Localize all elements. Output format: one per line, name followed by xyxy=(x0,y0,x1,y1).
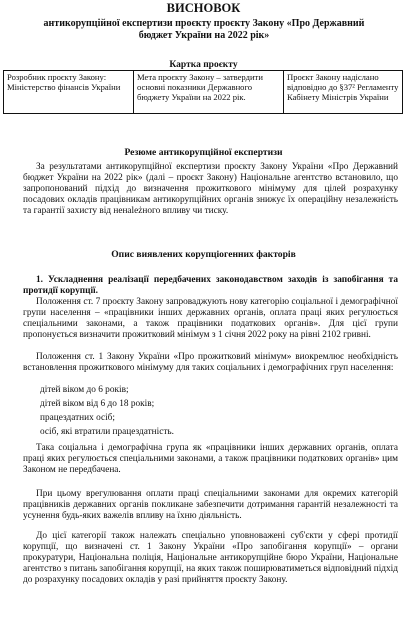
list-item: осіб, які втратили працездатність. xyxy=(40,426,174,437)
list-item: дітей віком від 6 до 18 років; xyxy=(40,398,155,409)
paragraph-4: При цьому врегулювання оплати праці спеціальними законами для окремих категорій працівників державних органів покликане забезпечити дотримання гарантій незалежності та усунення будь-яких важелів впливу на їхню діяльність. xyxy=(23,489,398,521)
list-item: дітей віком до 6 років; xyxy=(40,385,129,395)
paragraph-1: Положення ст. 7 проєкту Закону запроваджують нову категорію соціальної і демографічної групи населення – «працівники інших державних органів, оплата праці яких регулюється спеціальними законами, а також працівники податкових органів». Для цієї групи пропонується визначити прожитковий мінімум з 1 січня 2022 року на рівні 2102 гривні. xyxy=(23,297,398,340)
factor-1-title: 1. Ускладнення реалізації передбачених законодавством заходів із запобігання та протидії корупції. xyxy=(23,275,398,296)
paragraph-5: До цієї категорії також належать спеціально уповноважені суб'єкти у сфері протидії корупції, що визначені ст. 1 Закону України «Про запобігання корупції» – органи прокуратури, Національна поліція, Національне антикорупційне бюро України, Національне агентство з питань запобігання корупції, на яких також поширюватиметься відповідний підхід до розрахунку посадових окладів у разі прийняття проєкту Закону. xyxy=(23,531,398,585)
population-groups-list xyxy=(40,385,400,438)
card-purpose-cell: Мета проєкту Закону – затвердити основні показники Державного бюджету України на 2022 рік. xyxy=(134,71,284,114)
card-submission-cell: Проєкт Закону надіслано відповідно до §37² Регламенту Кабінету Міністрів України xyxy=(284,71,403,114)
paragraph-2: Положення ст. 1 Закону України «Про прожитковий мінімум» виокремлює необхідність встановлення прожиткового мінімуму для таких соціальних і демографічних груп населення: xyxy=(23,352,398,373)
card-title: Картка проєкту xyxy=(169,60,238,70)
project-card-table xyxy=(3,70,403,114)
factors-heading: Опис виявлених корупціогенних факторів xyxy=(111,249,296,260)
paragraph-3: Така соціальна і демографічна група як «працівники інших державних органів, оплата праці яких регулюється спеціальними законами, а також працівники податкових органів» цим Законом не передбачена. xyxy=(23,443,398,475)
summary-heading: Резюме антикорупційної експертизи xyxy=(124,147,283,158)
list-item: працездатних осіб; xyxy=(40,412,115,423)
document-title: ВИСНОВОК xyxy=(166,1,241,15)
card-developer-cell: Розробник проєкту Закону: Міністерство фінансів України xyxy=(4,71,134,114)
summary-paragraph: За результатами антикорупційної експертизи проєкту Закону України «Про Державний бюджет України на 2022 рік» (далі – проєкт Закону) Національне агентство встановило, що запропонований підхід до визначення прожиткового мінімуму для цілей розрахунку посадових окладів працівникам антикорупційних органів знижує їх операційну незалежність та гарантії захисту від ненależного впливу чи тиску. xyxy=(23,162,398,216)
document-subtitle: антикорупційної експертизи проєкту проєкту Закону «Про Державний бюджет України на 2022 рік» xyxy=(43,18,365,41)
